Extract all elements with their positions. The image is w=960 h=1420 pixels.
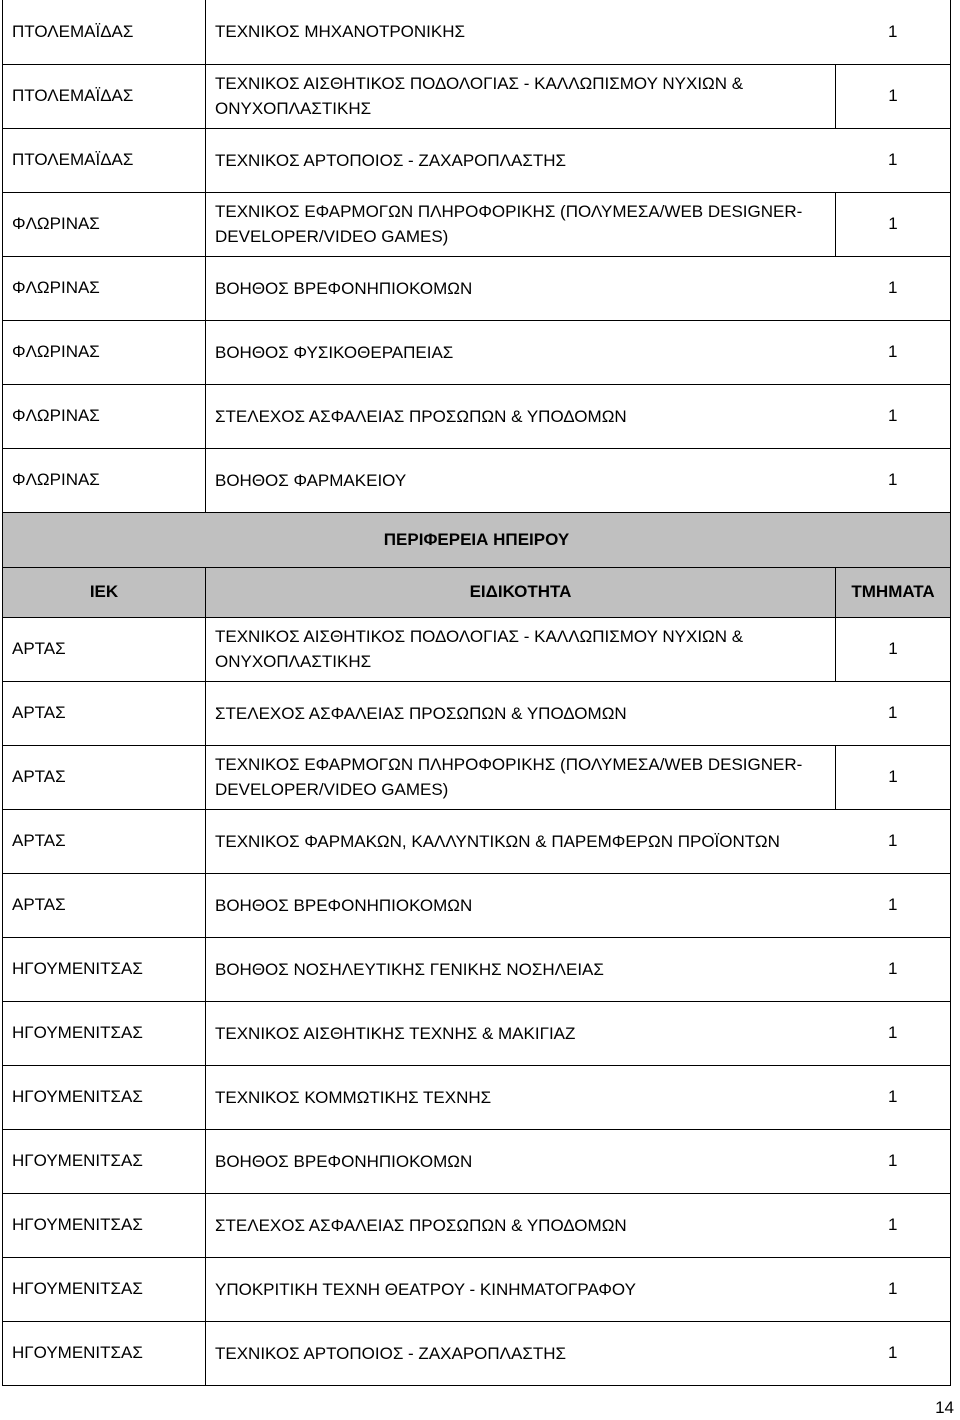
specialty-text: ΤΕΧΝΙΚΟΣ ΑΡΤΟΠΟΙΟΣ - ΖΑΧΑΡΟΠΛΑΣΤΗΣ bbox=[215, 1343, 567, 1363]
specialty-text: ΤΕΧΝΙΚΟΣ ΕΦΑΡΜΟΓΩΝ ΠΛΗΡΟΦΟΡΙΚΗΣ (ΠΟΛΥΜΕΣΑ/WEB DESIGNER- bbox=[215, 202, 803, 221]
specialty-cell bbox=[206, 617, 836, 681]
specialty-cell bbox=[206, 1193, 836, 1257]
table-row bbox=[3, 256, 951, 320]
specialty-text: ΣΤΕΛΕΧΟΣ ΑΣΦΑΛΕΙΑΣ ΠΡΟΣΩΠΩΝ & ΥΠΟΔΟΜΩΝ bbox=[215, 703, 627, 723]
table-row bbox=[3, 1257, 951, 1321]
specialty-cell bbox=[206, 256, 836, 320]
table-row bbox=[3, 192, 951, 256]
iek-cell: ΦΛΩΡΙΝΑΣ bbox=[3, 320, 206, 384]
specialty-cell bbox=[206, 384, 836, 448]
sections-cell: 1 bbox=[836, 1129, 951, 1193]
sections-cell: 1 bbox=[836, 745, 951, 809]
specialty-text: ΤΕΧΝΙΚΟΣ ΚΟΜΜΩΤΙΚΗΣ ΤΕΧΝΗΣ bbox=[215, 1087, 492, 1107]
table-row bbox=[3, 1321, 951, 1385]
iek-cell: ΑΡΤΑΣ bbox=[3, 745, 206, 809]
specialty-cell bbox=[206, 681, 836, 745]
table-row bbox=[3, 937, 951, 1001]
specialty-cell bbox=[206, 0, 836, 64]
iek-cell: ΗΓΟΥΜΕΝΙΤΣΑΣ bbox=[3, 1065, 206, 1129]
iek-cell: ΠΤΟΛΕΜΑΪΔΑΣ bbox=[3, 0, 206, 64]
specialty-text: ΒΟΗΘΟΣ ΒΡΕΦΟΝΗΠΙΟΚΟΜΩΝ bbox=[215, 278, 473, 298]
sections-cell: 1 bbox=[836, 1321, 951, 1385]
iek-cell: ΗΓΟΥΜΕΝΙΤΣΑΣ bbox=[3, 1001, 206, 1065]
specialty-text: ΤΕΧΝΙΚΟΣ ΑΙΣΘΗΤΙΚΗΣ ΤΕΧΝΗΣ & ΜΑΚΙΓΙΑΖ bbox=[215, 1023, 576, 1043]
specialty-text: DEVELOPER/VIDEO GAMES) bbox=[215, 227, 449, 246]
specialty-cell bbox=[206, 1001, 836, 1065]
sections-cell: 1 bbox=[836, 448, 951, 512]
specialty-text: ΥΠΟΚΡΙΤΙΚΗ ΤΕΧΝΗ ΘΕΑΤΡΟΥ - ΚΙΝΗΜΑΤΟΓΡΑΦΟΥ bbox=[215, 1279, 636, 1299]
sections-cell: 1 bbox=[836, 128, 951, 192]
specialty-cell bbox=[206, 64, 836, 128]
sections-cell: 1 bbox=[836, 873, 951, 937]
specialty-text: ΒΟΗΘΟΣ ΦΑΡΜΑΚΕΙΟΥ bbox=[215, 470, 407, 490]
sections-cell: 1 bbox=[836, 1001, 951, 1065]
specialty-cell bbox=[206, 448, 836, 512]
table-row bbox=[3, 617, 951, 681]
sections-cell: 1 bbox=[836, 192, 951, 256]
table-row bbox=[3, 128, 951, 192]
iek-cell: ΑΡΤΑΣ bbox=[3, 681, 206, 745]
sections-cell: 1 bbox=[836, 1065, 951, 1129]
iek-cell: ΦΛΩΡΙΝΑΣ bbox=[3, 192, 206, 256]
specialty-cell bbox=[206, 320, 836, 384]
sections-cell: 1 bbox=[836, 681, 951, 745]
specialty-text: ΤΕΧΝΙΚΟΣ ΕΦΑΡΜΟΓΩΝ ΠΛΗΡΟΦΟΡΙΚΗΣ (ΠΟΛΥΜΕΣΑ/WEB DESIGNER- bbox=[215, 755, 803, 774]
iek-cell: ΦΛΩΡΙΝΑΣ bbox=[3, 256, 206, 320]
column-header-iek: ΙΕΚ bbox=[3, 567, 206, 617]
iek-cell: ΑΡΤΑΣ bbox=[3, 873, 206, 937]
specialty-text: ΟΝΥΧΟΠΛΑΣΤΙΚΗΣ bbox=[215, 652, 372, 671]
table-row bbox=[3, 1065, 951, 1129]
specialty-text: ΤΕΧΝΙΚΟΣ ΑΙΣΘΗΤΙΚΟΣ ΠΟΔΟΛΟΓΙΑΣ - ΚΑΛΛΩΠΙΣΜΟΥ ΝΥΧΙΩΝ & bbox=[215, 627, 744, 646]
specialty-text: DEVELOPER/VIDEO GAMES) bbox=[215, 780, 449, 799]
sections-cell: 1 bbox=[836, 1193, 951, 1257]
table-row bbox=[3, 681, 951, 745]
specialty-text: ΒΟΗΘΟΣ ΒΡΕΦΟΝΗΠΙΟΚΟΜΩΝ bbox=[215, 895, 473, 915]
column-header-sections: ΤΜΗΜΑΤΑ bbox=[836, 567, 951, 617]
specialty-text: ΤΕΧΝΙΚΟΣ ΑΙΣΘΗΤΙΚΟΣ ΠΟΔΟΛΟΓΙΑΣ - ΚΑΛΛΩΠΙΣΜΟΥ ΝΥΧΙΩΝ & bbox=[215, 74, 744, 93]
table-row bbox=[3, 0, 951, 64]
table-row bbox=[3, 64, 951, 128]
specialty-text: ΤΕΧΝΙΚΟΣ ΜΗΧΑΝΟΤΡΟΝΙΚΗΣ bbox=[215, 22, 466, 42]
iek-cell: ΠΤΟΛΕΜΑΪΔΑΣ bbox=[3, 64, 206, 128]
iek-cell: ΗΓΟΥΜΕΝΙΤΣΑΣ bbox=[3, 1257, 206, 1321]
iek-cell: ΗΓΟΥΜΕΝΙΤΣΑΣ bbox=[3, 1193, 206, 1257]
specialty-text: ΣΤΕΛΕΧΟΣ ΑΣΦΑΛΕΙΑΣ ΠΡΟΣΩΠΩΝ & ΥΠΟΔΟΜΩΝ bbox=[215, 406, 627, 426]
specialty-cell bbox=[206, 1257, 836, 1321]
table-row bbox=[3, 384, 951, 448]
iek-specialties-table bbox=[2, 0, 951, 1386]
column-header-row bbox=[3, 567, 951, 617]
iek-cell: ΦΛΩΡΙΝΑΣ bbox=[3, 384, 206, 448]
specialty-cell bbox=[206, 1065, 836, 1129]
table-row bbox=[3, 320, 951, 384]
specialty-text: ΟΝΥΧΟΠΛΑΣΤΙΚΗΣ bbox=[215, 99, 372, 118]
sections-cell: 1 bbox=[836, 937, 951, 1001]
sections-cell: 1 bbox=[836, 384, 951, 448]
specialty-cell bbox=[206, 873, 836, 937]
sections-cell: 1 bbox=[836, 320, 951, 384]
iek-cell: ΗΓΟΥΜΕΝΙΤΣΑΣ bbox=[3, 937, 206, 1001]
iek-cell: ΗΓΟΥΜΕΝΙΤΣΑΣ bbox=[3, 1321, 206, 1385]
specialty-text: ΒΟΗΘΟΣ ΦΥΣΙΚΟΘΕΡΑΠΕΙΑΣ bbox=[215, 342, 454, 362]
specialty-text: ΤΕΧΝΙΚΟΣ ΑΡΤΟΠΟΙΟΣ - ΖΑΧΑΡΟΠΛΑΣΤΗΣ bbox=[215, 150, 567, 170]
iek-cell: ΑΡΤΑΣ bbox=[3, 617, 206, 681]
specialty-cell bbox=[206, 1321, 836, 1385]
specialty-text: ΒΟΗΘΟΣ ΝΟΣΗΛΕΥΤΙΚΗΣ ΓΕΝΙΚΗΣ ΝΟΣΗΛΕΙΑΣ bbox=[215, 959, 604, 979]
table-row bbox=[3, 873, 951, 937]
page-number: 14 bbox=[935, 1398, 954, 1417]
table-row bbox=[3, 1193, 951, 1257]
specialty-cell bbox=[206, 1129, 836, 1193]
table-row bbox=[3, 745, 951, 809]
column-header-specialty: ΕΙΔΙΚΟΤΗΤΑ bbox=[206, 567, 836, 617]
table-row bbox=[3, 1129, 951, 1193]
sections-cell: 1 bbox=[836, 1257, 951, 1321]
table-row bbox=[3, 809, 951, 873]
specialty-cell bbox=[206, 809, 836, 873]
sections-cell: 1 bbox=[836, 0, 951, 64]
specialty-cell bbox=[206, 192, 836, 256]
specialty-cell bbox=[206, 128, 836, 192]
sections-cell: 1 bbox=[836, 64, 951, 128]
table-row bbox=[3, 448, 951, 512]
specialty-text: ΤΕΧΝΙΚΟΣ ΦΑΡΜΑΚΩΝ, ΚΑΛΛΥΝΤΙΚΩΝ & ΠΑΡΕΜΦΕΡΩΝ ΠΡΟΪΟΝΤΩΝ bbox=[215, 831, 780, 851]
region-header-row bbox=[3, 512, 951, 567]
iek-cell: ΗΓΟΥΜΕΝΙΤΣΑΣ bbox=[3, 1129, 206, 1193]
table-row bbox=[3, 1001, 951, 1065]
sections-cell: 1 bbox=[836, 617, 951, 681]
specialty-cell bbox=[206, 745, 836, 809]
iek-cell: ΠΤΟΛΕΜΑΪΔΑΣ bbox=[3, 128, 206, 192]
iek-cell: ΑΡΤΑΣ bbox=[3, 809, 206, 873]
specialty-cell bbox=[206, 937, 836, 1001]
specialty-text: ΒΟΗΘΟΣ ΒΡΕΦΟΝΗΠΙΟΚΟΜΩΝ bbox=[215, 1151, 473, 1171]
specialty-text: ΣΤΕΛΕΧΟΣ ΑΣΦΑΛΕΙΑΣ ΠΡΟΣΩΠΩΝ & ΥΠΟΔΟΜΩΝ bbox=[215, 1215, 627, 1235]
sections-cell: 1 bbox=[836, 256, 951, 320]
sections-cell: 1 bbox=[836, 809, 951, 873]
iek-cell: ΦΛΩΡΙΝΑΣ bbox=[3, 448, 206, 512]
region-title: ΠΕΡΙΦΕΡΕΙΑ ΗΠΕΙΡΟΥ bbox=[3, 512, 951, 567]
